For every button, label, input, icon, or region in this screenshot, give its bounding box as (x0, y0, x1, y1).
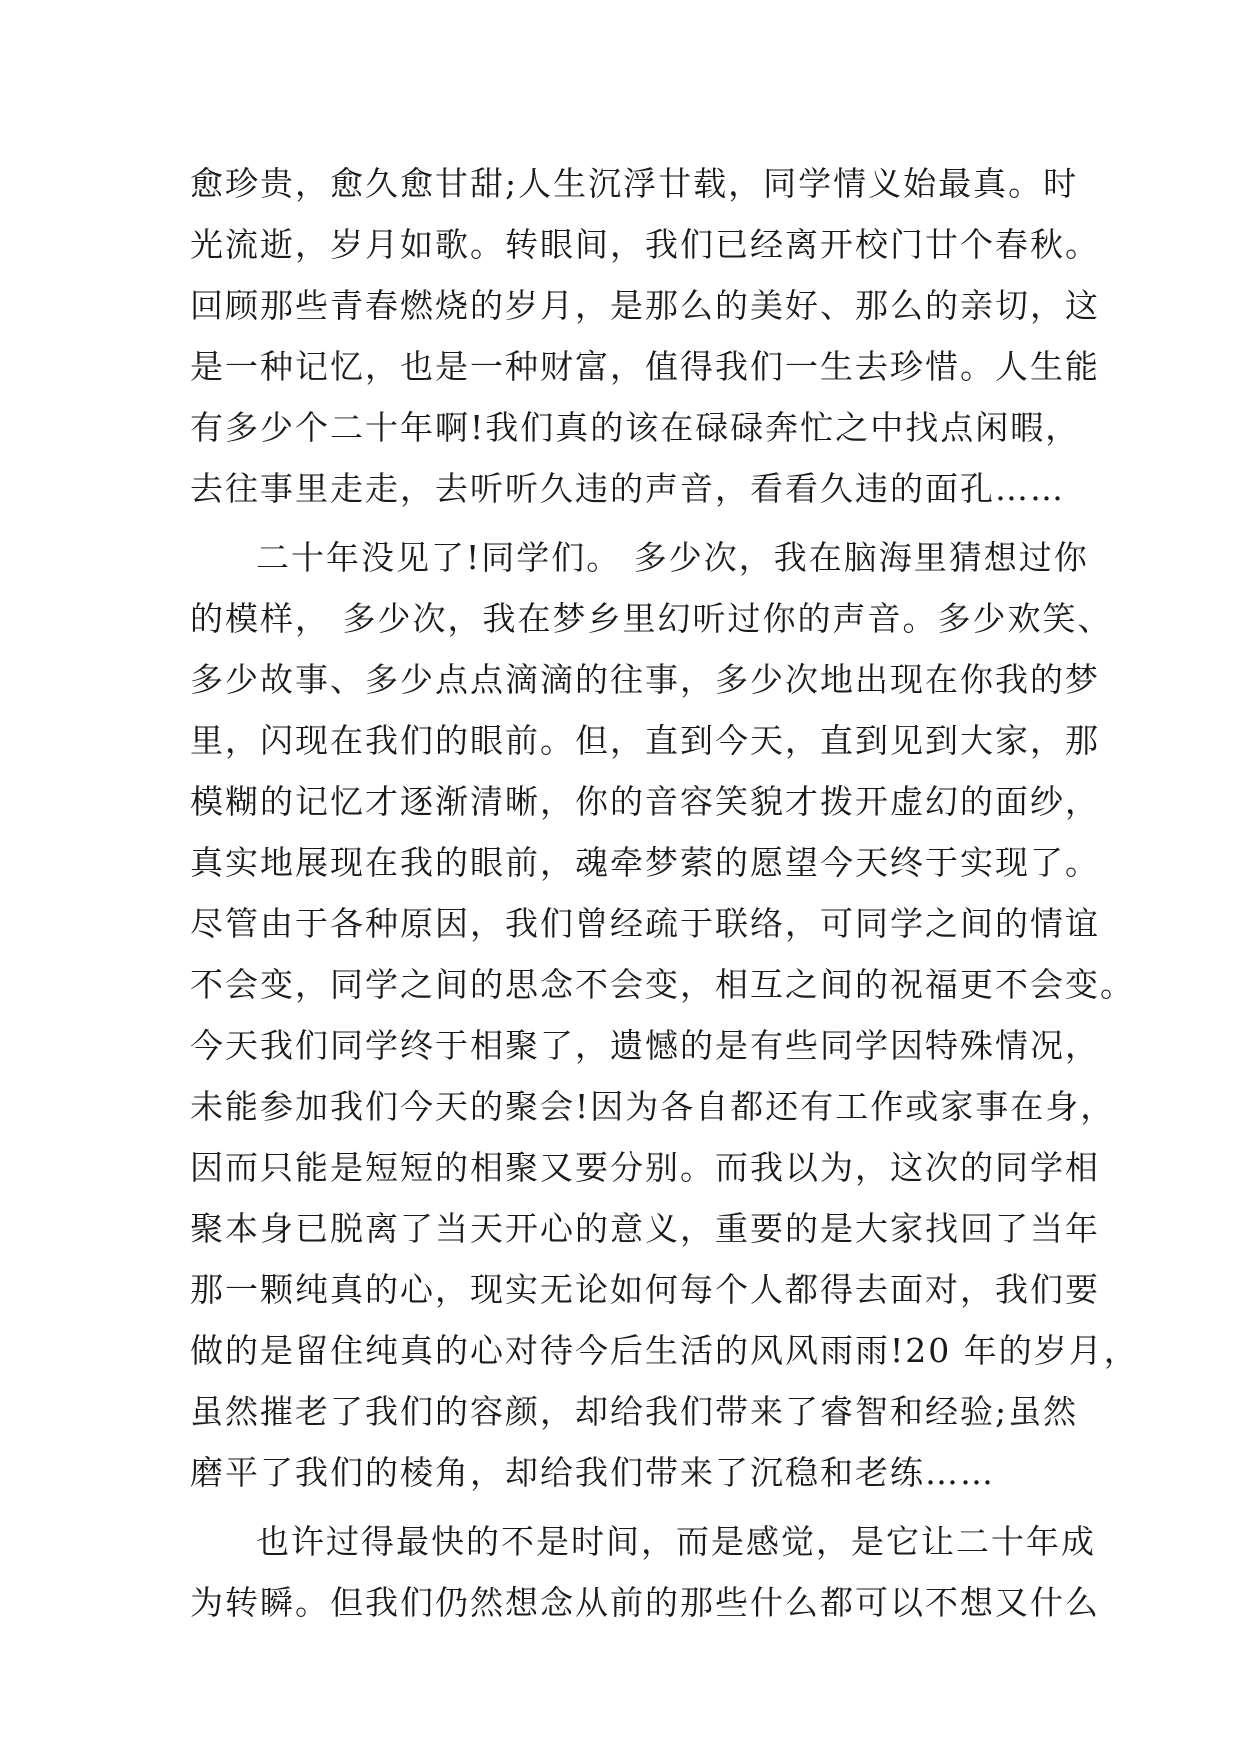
text-line: 聚本身已脱离了当天开心的意义，重要的是大家找回了当年 (190, 1209, 1100, 1248)
paragraph-spacer (190, 1503, 1070, 1511)
paragraph-3 (190, 1511, 1100, 1633)
text-line: 去往事里走走，去听听久违的声音，看看久违的面孔…… (190, 469, 1065, 508)
text-line: 不会变，同学之间的思念不会变，相互之间的祝福更不会变。 (190, 965, 1135, 1004)
document-body (190, 153, 1139, 1633)
paragraph-2 (190, 527, 1139, 1503)
text-line: 愈珍贵，愈久愈甘甜;人生沉浮廿载，同学情义始最真。时 (190, 164, 1079, 203)
text-line: 磨平了我们的棱角，却给我们带来了沉稳和老练…… (190, 1453, 995, 1492)
text-line: 那一颗纯真的心，现实无论如何每个人都得去面对，我们要 (190, 1270, 1100, 1309)
text-line-indented: 二十年没见了!同学们。 多少次，我在脑海里猜想过你 (256, 538, 1089, 577)
text-line: 的模样， 多少次，我在梦乡里幻听过你的声音。多少欢笑、 (190, 599, 1113, 638)
paragraph-1 (190, 153, 1100, 519)
text-line: 因而只能是短短的相聚又要分别。而我以为，这次的同学相 (190, 1148, 1100, 1187)
text-line: 真实地展现在我的眼前，魂牵梦萦的愿望今天终于实现了。 (190, 843, 1100, 882)
text-line: 多少故事、多少点点滴滴的往事，多少次地出现在你我的梦 (190, 660, 1100, 699)
text-line: 回顾那些青春燃烧的岁月，是那么的美好、那么的亲切，这 (190, 286, 1100, 325)
text-line: 为转瞬。但我们仍然想念从前的那些什么都可以不想又什么 (190, 1583, 1100, 1622)
text-line: 今天我们同学终于相聚了，遗憾的是有些同学因特殊情况， (190, 1026, 1100, 1065)
text-line: 是一种记忆，也是一种财富，值得我们一生去珍惜。人生能 (190, 347, 1100, 386)
text-line: 未能参加我们今天的聚会!因为各自都还有工作或家事在身， (190, 1087, 1116, 1126)
text-line: 光流逝，岁月如歌。转眼间，我们已经离开校门廿个春秋。 (190, 225, 1100, 264)
text-line: 模糊的记忆才逐渐清晰，你的音容笑貌才拨开虚幻的面纱， (190, 782, 1100, 821)
text-line: 虽然摧老了我们的容颜，却给我们带来了睿智和经验;虽然 (190, 1392, 1079, 1431)
text-line-indented: 也许过得最快的不是时间，而是感觉，是它让二十年成 (256, 1522, 1096, 1561)
text-line: 尽管由于各种原因，我们曾经疏于联络，可同学之间的情谊 (190, 904, 1100, 943)
text-line: 做的是留住纯真的心对待今后生活的风风雨雨!20 年的岁月， (190, 1331, 1139, 1370)
text-line: 里，闪现在我们的眼前。但，直到今天，直到见到大家，那 (190, 721, 1100, 760)
text-line: 有多少个二十年啊!我们真的该在碌碌奔忙之中找点闲暇， (190, 408, 1081, 447)
paragraph-spacer (190, 519, 1070, 527)
